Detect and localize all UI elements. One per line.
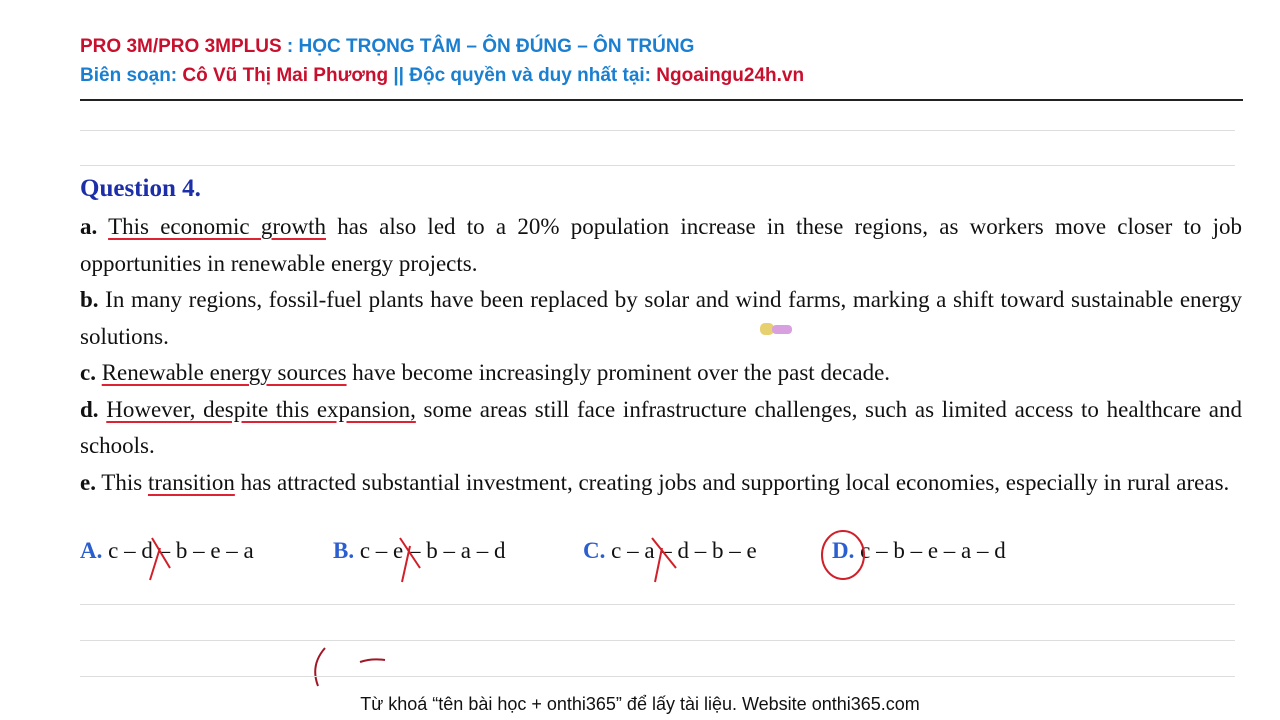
sentence-text: has attracted substantial investment, creating jobs and supporting local economies, especially in rural areas. <box>234 469 1230 495</box>
sentence-label: b. <box>80 287 99 312</box>
option-c[interactable] <box>583 538 757 564</box>
author-label: Biên soạn: <box>80 65 183 86</box>
underlined-phrase: transition <box>147 469 235 495</box>
handwritten-c-icon <box>315 648 385 686</box>
option-a[interactable] <box>80 538 254 564</box>
option-letter: C. <box>583 538 606 563</box>
option-d[interactable] <box>832 538 1006 564</box>
underlined-phrase: However, despite this expansion, <box>106 396 416 422</box>
sentence-text: has also led to a 20% population increase in these regions, as workers move closer to job opportunities in renewable energy projects. <box>80 214 1242 276</box>
option-text: c – a – d – b – e <box>611 538 757 563</box>
sentence-text: some areas still face infrastructure challenges, such as limited access to healthcare and schools. <box>80 396 1243 458</box>
option-text: c – d – b – e – a <box>108 538 254 563</box>
sentence-label: c. <box>80 360 96 385</box>
exclusive-label: || Độc quyền và duy nhất tại: <box>388 65 657 86</box>
option-b[interactable] <box>333 538 505 564</box>
guide-line <box>80 676 1235 677</box>
sentence-a <box>80 209 1242 282</box>
sentence-e <box>80 465 1242 502</box>
guide-line <box>80 165 1235 166</box>
website: Ngoaingu24h.vn <box>656 65 805 86</box>
course-name: PRO 3M/PRO 3MPLUS <box>80 36 282 57</box>
option-letter: D. <box>832 538 855 563</box>
slogan: : HỌC TRỌNG TÂM – ÔN ĐÚNG – ÔN TRÚNG <box>281 36 695 57</box>
sentence-text: have become increasingly prominent over the past decade. <box>346 360 891 385</box>
header-divider <box>80 99 1243 101</box>
author-name: Cô Vũ Thị Mai Phương <box>182 65 389 86</box>
underlined-phrase: This economic growth <box>108 214 327 239</box>
sentence-text: In many regions, fossil-fuel plants have been replaced by solar and wind farms, marking a shift toward sustainable energy solutions. <box>80 287 1242 349</box>
option-text: c – e – b – a – d <box>359 538 506 563</box>
option-letter: A. <box>80 538 103 563</box>
footer-caption: Từ khoá “tên bài học + onthi365” để lấy tài liệu. Website onthi365.com <box>360 694 920 714</box>
sentence-text: This <box>95 469 148 495</box>
sentence-label: a. <box>80 214 98 239</box>
sentence-b <box>80 282 1242 355</box>
underlined-phrase: Renewable energy sources <box>101 360 347 385</box>
option-letter: B. <box>333 538 355 563</box>
question-sentences <box>80 209 1242 501</box>
sentence-label: e. <box>80 469 96 495</box>
guide-line <box>80 130 1235 131</box>
header-line-2 <box>80 65 804 87</box>
header-line-1 <box>80 36 694 58</box>
sentence-d <box>80 392 1242 465</box>
guide-line <box>80 640 1235 641</box>
guide-line <box>80 604 1235 605</box>
option-text: c – b – e – a – d <box>860 538 1006 563</box>
sentence-label: d. <box>80 396 99 422</box>
question-title: Question 4. <box>80 175 201 202</box>
sentence-c <box>80 355 1242 392</box>
